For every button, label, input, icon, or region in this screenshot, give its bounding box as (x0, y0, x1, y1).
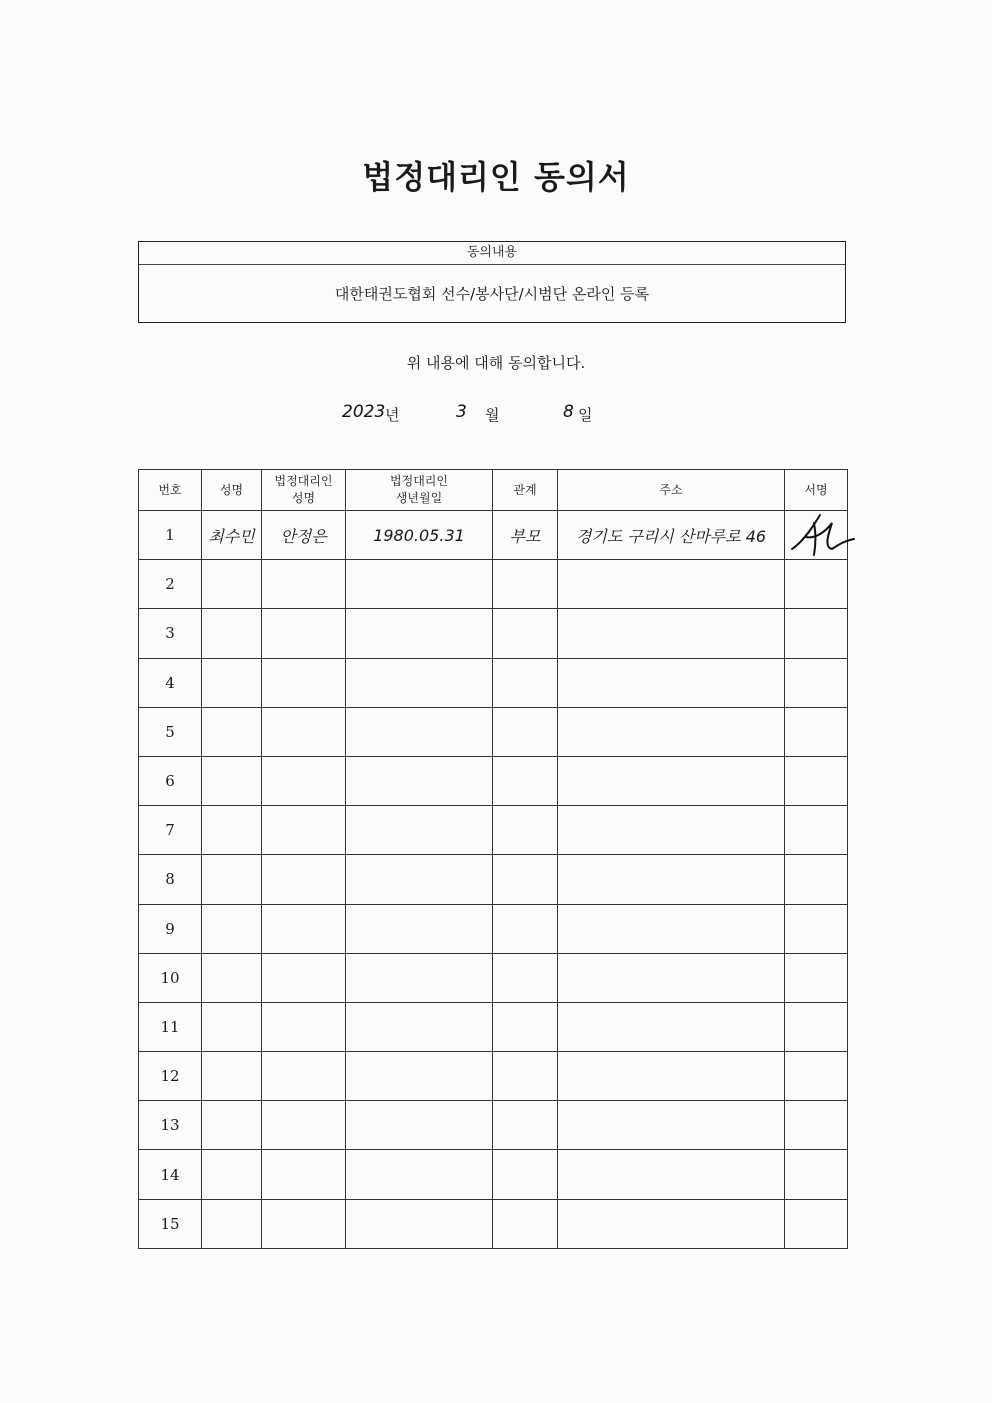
row-signature (785, 756, 848, 805)
year-label: 년 (385, 406, 400, 424)
row-number: 5 (139, 707, 202, 756)
registration-table (138, 469, 848, 1249)
row-relation (493, 609, 558, 658)
row-relation (493, 707, 558, 756)
row-guardian-name: 안정은 (262, 511, 346, 560)
table-row (139, 953, 848, 1002)
row-guardian-name (262, 1150, 346, 1199)
row-number: 13 (139, 1101, 202, 1150)
row-name (202, 1101, 262, 1150)
row-name (202, 609, 262, 658)
row-signature (785, 609, 848, 658)
row-number: 1 (139, 511, 202, 560)
consent-content: 대한태권도협회 선수/봉사단/시범단 온라인 등록 (334, 285, 650, 303)
table-row (139, 855, 848, 904)
header-no: 번호 (139, 470, 202, 511)
row-address (558, 756, 785, 805)
table-header-row (139, 470, 848, 511)
table-row (139, 609, 848, 658)
row-relation (493, 904, 558, 953)
row-guardian-name (262, 1101, 346, 1150)
header-relation: 관계 (493, 470, 558, 511)
row-name: 최수민 (202, 511, 262, 560)
row-relation (493, 658, 558, 707)
row-guardian-name (262, 904, 346, 953)
row-address (558, 1150, 785, 1199)
row-number: 9 (139, 904, 202, 953)
row-signature (785, 806, 848, 855)
row-name (202, 953, 262, 1002)
header-signature: 서명 (785, 470, 848, 511)
row-address (558, 609, 785, 658)
row-number: 6 (139, 756, 202, 805)
row-signature (785, 560, 848, 609)
row-number: 2 (139, 560, 202, 609)
row-signature (785, 658, 848, 707)
year-value: 2023 (342, 402, 386, 422)
row-signature (785, 1199, 848, 1248)
header-guardian-name: 법정대리인 성명 (262, 470, 346, 511)
row-signature (785, 1150, 848, 1199)
day-label: 일 (578, 406, 593, 424)
row-number: 15 (139, 1199, 202, 1248)
row-relation (493, 756, 558, 805)
row-name (202, 855, 262, 904)
row-guardian-dob (346, 1150, 493, 1199)
row-address (558, 560, 785, 609)
row-name (202, 904, 262, 953)
row-number: 7 (139, 806, 202, 855)
row-guardian-dob (346, 806, 493, 855)
row-number: 10 (139, 953, 202, 1002)
row-address (558, 806, 785, 855)
row-relation: 부모 (493, 511, 558, 560)
row-guardian-name (262, 756, 346, 805)
row-guardian-name (262, 707, 346, 756)
table-row (139, 1052, 848, 1101)
row-guardian-name (262, 658, 346, 707)
row-number: 8 (139, 855, 202, 904)
page-title: 법정대리인 동의서 (362, 158, 630, 196)
table-row (139, 658, 848, 707)
table-row (139, 1199, 848, 1248)
row-relation (493, 560, 558, 609)
row-address (558, 707, 785, 756)
row-guardian-dob (346, 1002, 493, 1051)
signature-mark (786, 511, 858, 561)
header-guardian-dob: 법정대리인 생년월일 (346, 470, 493, 511)
row-number: 12 (139, 1052, 202, 1101)
row-signature (785, 904, 848, 953)
consent-box (138, 241, 846, 323)
row-address (558, 904, 785, 953)
row-address (558, 1002, 785, 1051)
row-name (202, 658, 262, 707)
row-guardian-dob (346, 609, 493, 658)
row-number: 4 (139, 658, 202, 707)
row-address (558, 855, 785, 904)
table-row (139, 511, 848, 560)
table-row (139, 756, 848, 805)
row-address (558, 1199, 785, 1248)
row-relation (493, 953, 558, 1002)
row-guardian-dob (346, 756, 493, 805)
row-name (202, 756, 262, 805)
row-name (202, 1052, 262, 1101)
row-relation (493, 806, 558, 855)
agreement-statement: 위 내용에 대해 동의합니다. (406, 354, 586, 372)
row-name (202, 1150, 262, 1199)
row-address (558, 953, 785, 1002)
row-guardian-dob (346, 953, 493, 1002)
day-value: 8 (563, 402, 574, 422)
consent-heading: 동의내용 (139, 242, 845, 265)
row-guardian-dob (346, 707, 493, 756)
row-name (202, 1199, 262, 1248)
row-name (202, 1002, 262, 1051)
table-row (139, 560, 848, 609)
table-row (139, 1002, 848, 1051)
row-guardian-name (262, 953, 346, 1002)
header-address: 주소 (558, 470, 785, 511)
row-name (202, 806, 262, 855)
month-value: 3 (456, 402, 467, 422)
row-guardian-dob (346, 1199, 493, 1248)
row-number: 11 (139, 1002, 202, 1051)
row-guardian-name (262, 806, 346, 855)
row-guardian-name (262, 560, 346, 609)
row-relation (493, 1150, 558, 1199)
row-guardian-dob (346, 855, 493, 904)
month-label: 월 (485, 406, 500, 424)
row-guardian-dob (346, 1101, 493, 1150)
row-relation (493, 1199, 558, 1248)
table-row (139, 1150, 848, 1199)
row-relation (493, 855, 558, 904)
row-guardian-dob (346, 658, 493, 707)
row-signature (785, 1101, 848, 1150)
row-relation (493, 1052, 558, 1101)
row-guardian-name (262, 1002, 346, 1051)
table-row (139, 707, 848, 756)
row-guardian-name (262, 609, 346, 658)
header-name: 성명 (202, 470, 262, 511)
row-guardian-name (262, 855, 346, 904)
table-row (139, 806, 848, 855)
row-address: 경기도 구리시 산마루로 46 (558, 511, 785, 560)
table-row (139, 904, 848, 953)
row-relation (493, 1101, 558, 1150)
row-signature (785, 707, 848, 756)
row-guardian-dob (346, 560, 493, 609)
row-relation (493, 1002, 558, 1051)
row-guardian-name (262, 1199, 346, 1248)
row-name (202, 707, 262, 756)
row-name (202, 560, 262, 609)
row-signature (785, 855, 848, 904)
row-guardian-dob (346, 904, 493, 953)
row-guardian-dob: 1980.05.31 (346, 511, 493, 560)
row-guardian-dob (346, 1052, 493, 1101)
row-number: 14 (139, 1150, 202, 1199)
row-signature (785, 1052, 848, 1101)
row-address (558, 1101, 785, 1150)
row-address (558, 658, 785, 707)
row-address (558, 1052, 785, 1101)
table-row (139, 1101, 848, 1150)
row-signature (785, 1002, 848, 1051)
row-guardian-name (262, 1052, 346, 1101)
row-number: 3 (139, 609, 202, 658)
row-signature (785, 953, 848, 1002)
